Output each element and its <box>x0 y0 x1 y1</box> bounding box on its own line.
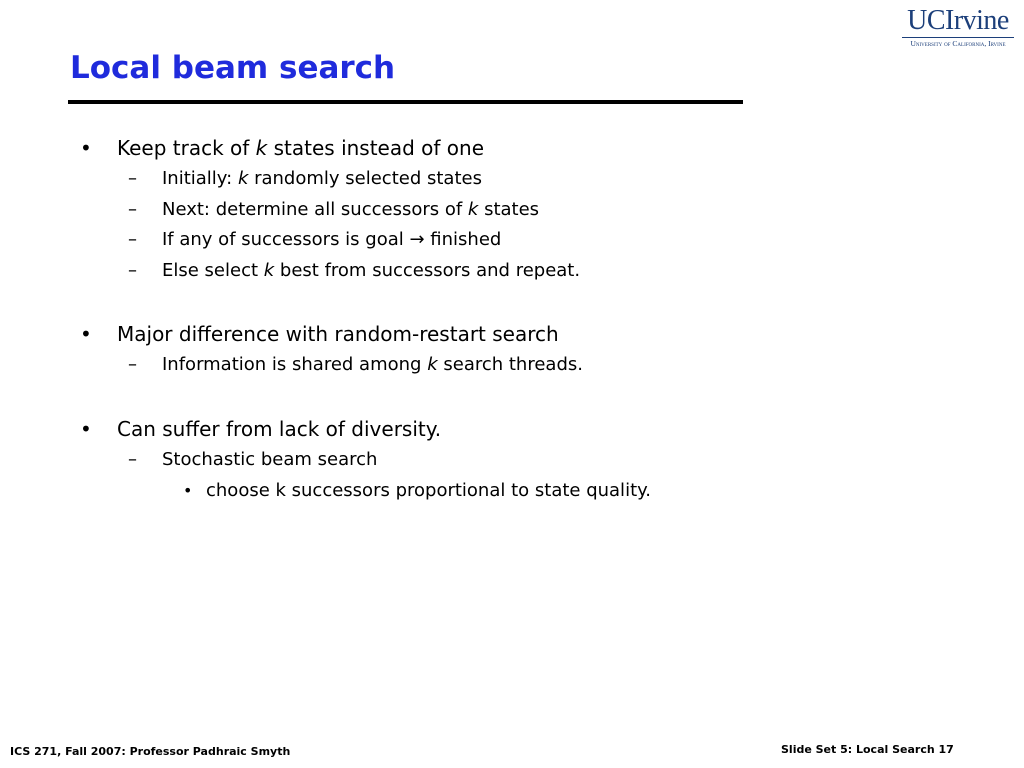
bullet-icon: • <box>80 417 92 441</box>
bullet-icon: • <box>183 481 193 500</box>
sub-bullet-text: If any of successors is goal → finished <box>162 229 502 250</box>
dash-icon: – <box>128 354 137 375</box>
title-underline <box>68 100 743 104</box>
dash-icon: – <box>128 449 137 470</box>
sub-sub-bullet-text: choose k successors proportional to state quality. <box>206 480 651 501</box>
dash-icon: – <box>128 229 137 250</box>
dash-icon: – <box>128 168 137 189</box>
sub-bullet-text: Initially: k randomly selected states <box>162 168 482 189</box>
logo-divider <box>902 37 1014 38</box>
bullet-icon: • <box>80 136 92 160</box>
uc-irvine-logo <box>902 6 1014 48</box>
right-arrow-icon: → <box>409 229 425 250</box>
footer-course-info: ICS 271, Fall 2007: Professor Padhraic Smyth <box>10 745 291 758</box>
sub-bullet-text: Next: determine all successors of k states <box>162 199 540 220</box>
slide-title: Local beam search <box>70 50 396 86</box>
sub-bullet-text: Information is shared among k search threads. <box>162 354 583 375</box>
bullet-text: Major difference with random-restart search <box>117 322 559 346</box>
sub-bullet-text: Else select k best from successors and repeat. <box>162 260 581 281</box>
sub-bullet-text: Stochastic beam search <box>162 449 378 470</box>
logo-wordmark: UCIrvine <box>907 5 1009 36</box>
dash-icon: – <box>128 199 137 220</box>
bullet-text: Can suffer from lack of diversity. <box>117 417 442 441</box>
footer-slide-number: Slide Set 5: Local Search 17 <box>781 743 954 756</box>
bullet-icon: • <box>80 322 92 346</box>
bullet-text: Keep track of k states instead of one <box>117 136 485 160</box>
logo-subtitle: University of California, Irvine <box>910 39 1006 48</box>
dash-icon: – <box>128 260 137 281</box>
